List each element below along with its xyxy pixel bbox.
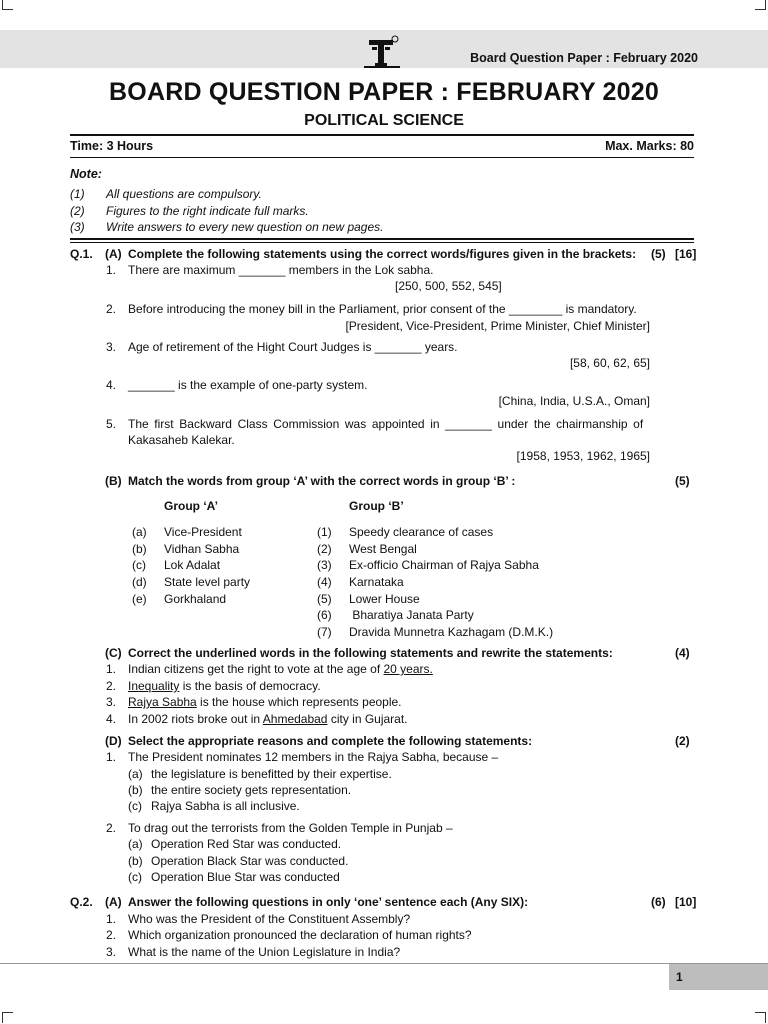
running-header: Board Question Paper : February 2020 [470, 51, 698, 65]
q1d-option-num: (c) [128, 870, 142, 884]
q1a-item-options: [President, Vice-President, Prime Minister, Chief Minister] [345, 319, 650, 333]
group-a-item: Vice-President [164, 525, 242, 539]
q1a-item-num: 4. [106, 378, 117, 392]
group-a-heading: Group ‘A’ [164, 499, 218, 513]
time-label: Time: 3 Hours [70, 139, 154, 153]
q1a-item-num: 5. [106, 417, 117, 431]
q2a-item-num: 1. [106, 912, 117, 926]
q2-total-marks: [10] [675, 895, 697, 909]
q1d-option-num: (a) [128, 767, 143, 781]
group-a-item: Vidhan Sabha [164, 542, 240, 556]
rule-double-bottom [70, 242, 694, 243]
q2a-item-text: What is the name of the Union Legislature in India? [128, 945, 401, 959]
q1c-item-post: is the basis of democracy. [179, 679, 321, 693]
q1a-label: (A) [105, 247, 122, 261]
q1d-label: (D) [105, 734, 122, 748]
group-b-num: (5) [317, 592, 332, 606]
q1d-option-text: Operation Blue Star was conducted [151, 870, 340, 884]
q1d-item-num: 1. [106, 750, 117, 764]
target-publications-logo-icon [364, 34, 400, 68]
q1d-option-text: the entire society gets representation. [151, 783, 352, 797]
q1a-item-options: [250, 500, 552, 545] [395, 279, 502, 293]
q1c-item-underlined: Inequality [128, 679, 180, 693]
note-num: (2) [70, 204, 85, 218]
q1d-item-num: 2. [106, 821, 117, 835]
group-b-num: (3) [317, 558, 332, 572]
q1d-option-num: (a) [128, 837, 143, 851]
crop-mark-top-right [755, 0, 766, 10]
note-text: All questions are compulsory. [106, 187, 262, 201]
q1b-label: (B) [105, 474, 122, 488]
group-b-item: Lower House [349, 592, 420, 606]
q1a-item-text: The first Backward Class Commission was appointed in _______ under the chairmanship of [128, 417, 644, 431]
q1c-item-underlined: Ahmedabad [262, 712, 328, 726]
group-a-item: State level party [164, 575, 251, 589]
q1c-item-underlined: Rajya Sabha [128, 695, 197, 709]
page-number-band [669, 964, 768, 990]
group-b-item: Karnataka [349, 575, 404, 589]
q1a-item-options: [58, 60, 62, 65] [569, 356, 650, 370]
group-b-num: (2) [317, 542, 332, 556]
q1c-instruction: Correct the underlined words in the following statements and rewrite the statements: [128, 646, 613, 660]
group-b-item: Speedy clearance of cases [349, 525, 494, 539]
q1d-instruction: Select the appropriate reasons and complete the following statements: [128, 734, 533, 748]
q1c-label: (C) [105, 646, 122, 660]
crop-mark-bottom-left [2, 1012, 13, 1023]
footer-rule [0, 963, 768, 964]
q1-number: Q.1. [70, 247, 93, 261]
q1d-marks: (2) [675, 734, 690, 748]
q1a-item-text: _______ is the example of one-party system. [128, 378, 368, 392]
page-number: 1 [676, 970, 683, 984]
q1a-item-num: 1. [106, 263, 117, 277]
q1a-item-options: [China, India, U.S.A., Oman] [498, 394, 650, 408]
q1c-item [128, 661, 433, 677]
q1a-item-text: Age of retirement of the Hight Court Judges is _______ years. [128, 340, 458, 354]
q1d-option-num: (b) [128, 854, 143, 868]
q1c-marks: (4) [675, 646, 690, 660]
q1c-item-post: city in Gujarat. [327, 712, 408, 726]
q1c-item-pre: In 2002 riots broke out in [128, 712, 263, 726]
subject-title: POLITICAL SCIENCE [304, 112, 464, 129]
q1a-item-options: [1958, 1953, 1962, 1965] [516, 449, 650, 463]
group-b-item: Ex-officio Chairman of Rajya Sabha [349, 558, 539, 572]
group-b-item: Bharatiya Janata Party [349, 608, 474, 622]
rule-below-meta [70, 157, 694, 158]
group-a-num: (e) [132, 592, 147, 606]
group-a-num: (b) [132, 542, 147, 556]
group-b-num: (4) [317, 575, 332, 589]
q1a-item-num: 2. [106, 302, 117, 316]
q1-total-marks: [16] [675, 247, 697, 261]
group-b-num: (7) [317, 625, 332, 639]
q1d-option-num: (c) [128, 799, 142, 813]
group-a-item: Lok Adalat [164, 558, 221, 572]
q2-number: Q.2. [70, 895, 93, 909]
rule-top [70, 134, 694, 136]
q1c-item-underlined: 20 years. [383, 662, 433, 676]
q1d-option-text: Operation Red Star was conducted. [151, 837, 342, 851]
q1a-item-num: 3. [106, 340, 117, 354]
q2a-item-text: Who was the President of the Constituent Assembly? [128, 912, 411, 926]
group-a-num: (a) [132, 525, 147, 539]
q1c-item-post: is the house which represents people. [196, 695, 402, 709]
q1a-instruction: Complete the following statements using the correct words/figures given in the brackets: [128, 247, 637, 261]
q1d-option-text: the legislature is benefitted by their expertise. [151, 767, 392, 781]
note-text: Write answers to every new question on new pages. [106, 220, 384, 234]
q1c-item [128, 711, 408, 727]
q2a-item-num: 2. [106, 928, 117, 942]
q1c-item-num: 3. [106, 695, 117, 709]
group-a-item: Gorkhaland [164, 592, 227, 606]
q1c-item [128, 694, 402, 710]
q1d-item-text: The President nominates 12 members in the Rajya Sabha, because – [128, 750, 499, 764]
q2a-item-num: 3. [106, 945, 117, 959]
group-b-num: (1) [317, 525, 332, 539]
q1a-item-text-cont: Kakasaheb Kalekar. [128, 433, 235, 447]
note-num: (1) [70, 187, 85, 201]
q1c-item-num: 2. [106, 679, 117, 693]
note-text: Figures to the right indicate full marks. [106, 204, 309, 218]
group-b-item: West Bengal [349, 542, 417, 556]
note-num: (3) [70, 220, 85, 234]
group-a-num: (c) [132, 558, 146, 572]
group-b-heading: Group ‘B’ [349, 499, 404, 513]
group-b-num: (6) [317, 608, 332, 622]
q1d-option-text: Operation Black Star was conducted. [151, 854, 349, 868]
q1d-option-num: (b) [128, 783, 143, 797]
q2a-marks: (6) [651, 895, 666, 909]
q1a-item-text: Before introducing the money bill in the Parliament, prior consent of the ________ is mandatory. [128, 302, 637, 316]
q1b-marks: (5) [675, 474, 690, 488]
q1a-marks: (5) [651, 247, 666, 261]
q1c-item-pre: Indian citizens get the right to vote at the age of [128, 662, 384, 676]
group-b-item: Dravida Munnetra Kazhagam (D.M.K.) [349, 625, 554, 639]
q1a-item-text: There are maximum _______ members in the Lok sabha. [128, 263, 434, 277]
q1c-item [128, 678, 321, 694]
q1c-item-num: 1. [106, 662, 117, 676]
crop-mark-bottom-right [755, 1012, 766, 1023]
q2a-label: (A) [105, 895, 122, 909]
q1c-item-num: 4. [106, 712, 117, 726]
rule-double-top [70, 238, 694, 240]
group-a-num: (d) [132, 575, 147, 589]
note-heading: Note: [70, 167, 102, 181]
q2a-item-text: Which organization pronounced the declaration of human rights? [128, 928, 472, 942]
q1d-option-text: Rajya Sabha is all inclusive. [151, 799, 300, 813]
paper-title: BOARD QUESTION PAPER : FEBRUARY 2020 [109, 78, 659, 106]
q1d-item-text: To drag out the terrorists from the Golden Temple in Punjab – [128, 821, 453, 835]
q1b-instruction: Match the words from group ‘A’ with the correct words in group ‘B’ : [128, 474, 516, 488]
q2a-instruction: Answer the following questions in only ‘one’ sentence each (Any SIX): [128, 895, 529, 909]
crop-mark-top-left [2, 0, 13, 10]
max-marks-label: Max. Marks: 80 [605, 139, 694, 153]
